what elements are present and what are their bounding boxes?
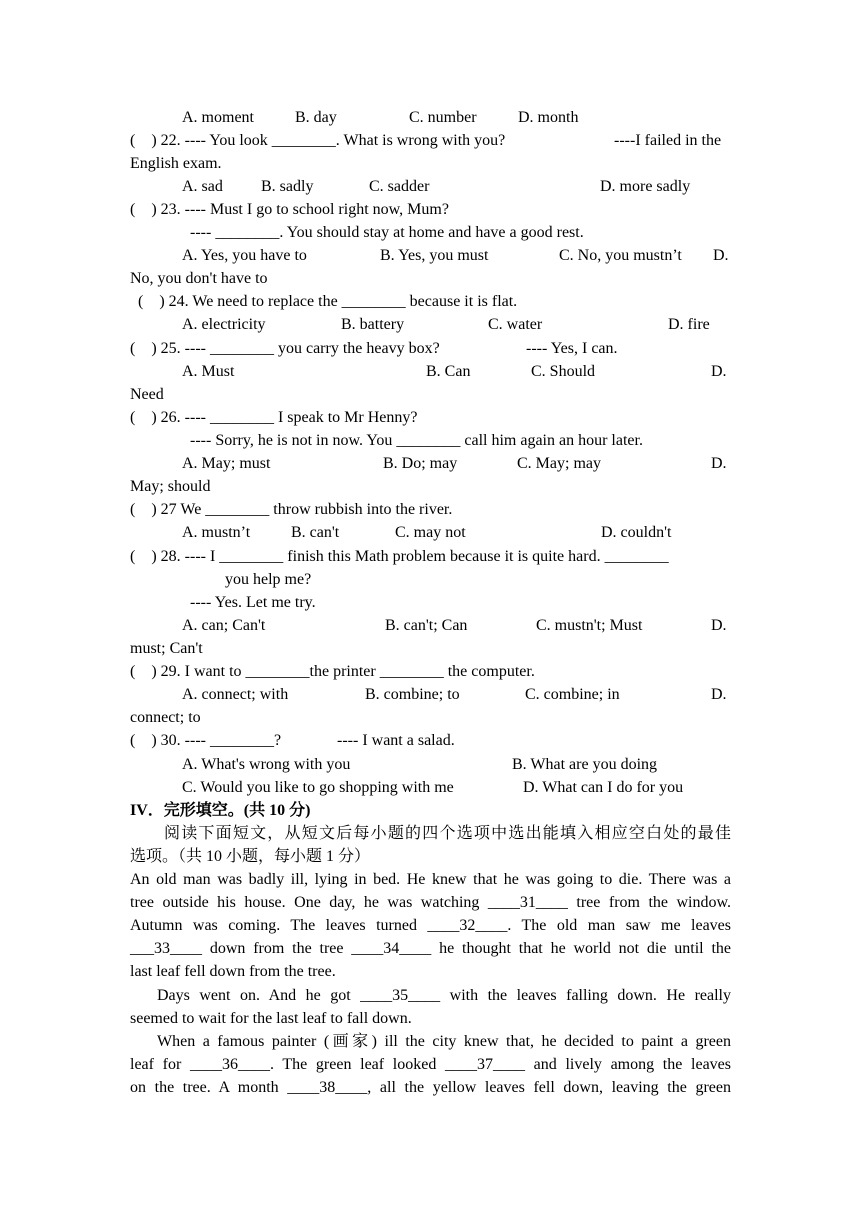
q28-option-d-text: must; Can't (130, 640, 203, 657)
q27-option-c: C. may not (395, 524, 466, 541)
passage-line: on the tree. A month ____38____, all the yellow leaves fell down, leaving the green (130, 1079, 731, 1096)
q30-stem: ( ) 30. ---- ________? (130, 732, 282, 749)
q25-option-a: A. Must (182, 363, 235, 380)
q27-stem: ( ) 27 We ________ throw rubbish into the river. (130, 501, 453, 518)
q28-stem-cont: you help me? (225, 571, 312, 588)
q24-option-c: C. water (488, 316, 543, 333)
q26-option-c: C. May; may (517, 455, 601, 472)
q29-option-d-text: connect; to (130, 709, 201, 726)
passage-line: leaf for ____36____. The green leaf looked ____37____ and lively among the leaves (130, 1056, 731, 1073)
q21-option-a: A. moment (182, 109, 254, 126)
q28-reply: ---- Yes. Let me try. (190, 594, 316, 611)
q24-option-b: B. battery (341, 316, 405, 333)
q25-stem: ( ) 25. ---- ________ you carry the heavy box? (130, 340, 440, 357)
section-instruction-line1: 阅读下面短文，从短文后每小题的四个选项中选出能填入相应空白处的最佳 (164, 825, 731, 842)
q25-option-b: B. Can (426, 363, 471, 380)
passage-line: Days went on. And he got ____35____ with the leaves falling down. He really (157, 987, 731, 1004)
q28-stem: ( ) 28. ---- I ________ finish this Math problem because it is quite hard. ________ (130, 548, 669, 565)
q26-stem: ( ) 26. ---- ________ I speak to Mr Henny? (130, 409, 418, 426)
q28-option-a: A. can; Can't (182, 617, 266, 634)
q21-option-b: B. day (295, 109, 337, 126)
passage-line: tree outside his house. One day, he was watching ____31____ tree from the window. (130, 894, 731, 911)
q30-option-b: B. What are you doing (512, 756, 658, 773)
q24-option-d: D. fire (668, 316, 710, 333)
q22-option-b: B. sadly (261, 178, 314, 195)
q22-option-a: A. sad (182, 178, 223, 195)
q27-option-b: B. can't (291, 524, 340, 541)
q26-option-d-letter: D. (711, 455, 727, 472)
q30-reply: ---- I want a salad. (337, 732, 455, 749)
q22-option-c: C. sadder (369, 178, 430, 195)
q25-option-d-text: Need (130, 386, 164, 403)
q23-stem: ( ) 23. ---- Must I go to school right now, Mum? (130, 201, 449, 218)
passage-line: ___33____ down from the tree ____34____ he thought that he world not die until the (130, 940, 731, 957)
section-instruction-line2: 选项。（共 10 小题，每小题 1 分） (130, 848, 371, 865)
q29-option-a: A. connect; with (182, 686, 289, 703)
q23-option-d-letter: D. (713, 247, 729, 264)
passage-line: Autumn was coming. The leaves turned ____32____. The old man saw me leaves (130, 917, 731, 934)
passage-line: When a famous painter (画家) ill the city knew that, he decided to paint a green (157, 1033, 731, 1050)
q22-reply: ----I failed in the (614, 132, 722, 149)
q29-option-c: C. combine; in (525, 686, 620, 703)
q26-reply: ---- Sorry, he is not in now. You ________ call him again an hour later. (190, 432, 643, 449)
q29-option-b: B. combine; to (365, 686, 460, 703)
q23-option-b: B. Yes, you must (380, 247, 489, 264)
q23-option-d-text: No, you don't have to (130, 270, 268, 287)
q30-option-c: C. Would you like to go shopping with me (182, 779, 454, 796)
q27-option-a: A. mustn’t (182, 524, 251, 541)
q28-option-b: B. can't; Can (385, 617, 468, 634)
q22-option-d: D. more sadly (600, 178, 691, 195)
q28-option-c: C. mustn't; Must (536, 617, 643, 634)
q21-option-c: C. number (409, 109, 477, 126)
q26-option-d-text: May; should (130, 478, 211, 495)
q23-option-a: A. Yes, you have to (182, 247, 307, 264)
q26-option-b: B. Do; may (383, 455, 458, 472)
passage-line: seemed to wait for the last leaf to fall down. (130, 1010, 412, 1027)
q24-option-a: A. electricity (182, 316, 266, 333)
q25-option-c: C. Should (531, 363, 596, 380)
q26-option-a: A. May; must (182, 455, 271, 472)
q21-option-d: D. month (518, 109, 579, 126)
q22-stem-cont: English exam. (130, 155, 222, 172)
q25-option-d-letter: D. (711, 363, 727, 380)
passage-line: last leaf fell down from the tree. (130, 963, 336, 980)
section-heading: IV．完形填空。(共 10 分) (130, 802, 311, 819)
q22-stem: ( ) 22. ---- You look ________. What is wrong with you? (130, 132, 506, 149)
q29-stem: ( ) 29. I want to ________the printer ________ the computer. (130, 663, 535, 680)
q25-reply: ---- Yes, I can. (526, 340, 618, 357)
q28-option-d-letter: D. (711, 617, 727, 634)
q29-option-d-letter: D. (711, 686, 727, 703)
q30-option-d: D. What can I do for you (523, 779, 684, 796)
q27-option-d: D. couldn't (601, 524, 672, 541)
passage-line: An old man was badly ill, lying in bed. He knew that he was going to die. There was a (130, 871, 731, 888)
q30-option-a: A. What's wrong with you (182, 756, 351, 773)
q23-option-c: C. No, you mustn’t (559, 247, 682, 264)
q24-stem: ( ) 24. We need to replace the ________ because it is flat. (138, 293, 518, 310)
q23-reply: ---- ________. You should stay at home and have a good rest. (190, 224, 584, 241)
